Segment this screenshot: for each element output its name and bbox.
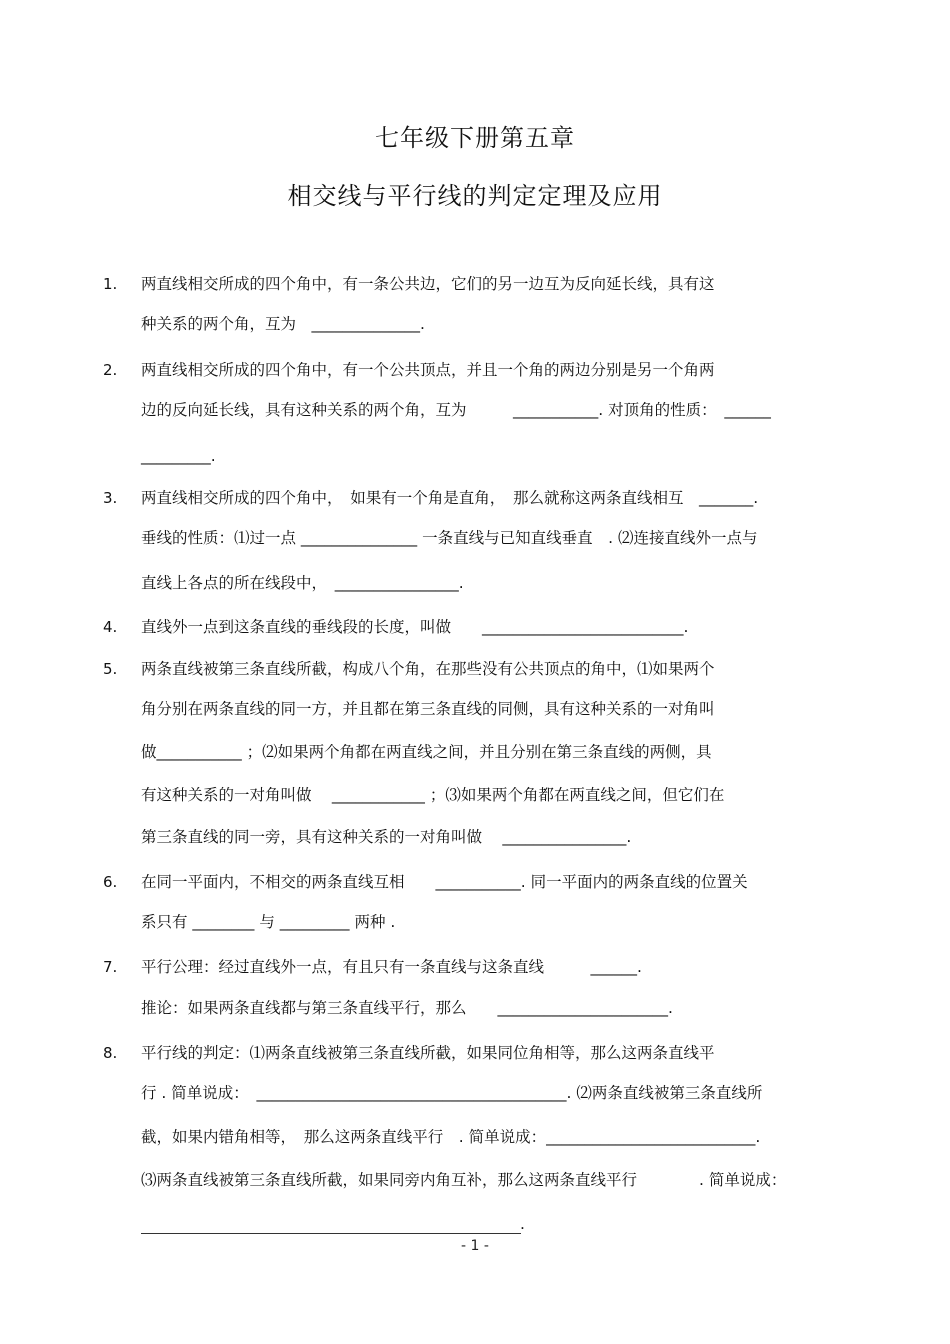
question-6-line-1: 在同一平面内，不相交的两条直线互相 ___________. 同一平面内的两条直线的位置关	[141, 873, 748, 891]
question-3-line-1: 两直线相交所成的四个角中， 如果有一个角是直角， 那么就称这两条直线相互 _______.	[141, 489, 759, 507]
question-number-6: 6.	[103, 873, 118, 891]
question-number-1: 1.	[103, 275, 118, 293]
question-2-line-1: 两直线相交所成的四个角中，有一个公共顶点，并且一个角的两边分别是另一个角两	[141, 361, 715, 379]
question-8-line-2: 行 . 简单说成： ________________________________________. ⑵两条直线被第三条直线所	[141, 1084, 763, 1102]
question-8-line-5: .	[520, 1215, 525, 1233]
section-title: 相交线与平行线的判定定理及应用	[287, 182, 663, 210]
question-number-4: 4.	[103, 618, 118, 636]
question-number-2: 2.	[103, 361, 118, 379]
question-7-line-2: 推论：如果两条直线都与第三条直线平行，那么 ______________________.	[141, 999, 673, 1017]
question-2-line-3: _________.	[141, 447, 216, 465]
question-8-line-3: 截，如果内错角相等， 那么这两条直线平行 . 简单说成：___________________________.	[141, 1128, 761, 1146]
answer-blank-rule	[141, 1233, 521, 1234]
question-number-7: 7.	[103, 958, 118, 976]
question-1-line-1: 两直线相交所成的四个角中，有一条公共边，它们的另一边互为反向延长线，具有这	[141, 275, 715, 293]
question-8-line-1: 平行线的判定：⑴两条直线被第三条直线所截，如果同位角相等，那么这两条直线平	[141, 1044, 715, 1062]
question-2-line-2: 边的反向延长线，具有这种关系的两个角，互为 ___________. 对顶角的性质： ______	[141, 401, 771, 419]
question-3-line-3: 直线上各点的所在线段中， ________________.	[141, 574, 464, 592]
question-5-line-3: 做___________ ；⑵如果两个角都在两直线之间，并且分别在第三条直线的两侧，具	[141, 743, 712, 761]
question-3-line-2: 垂线的性质：⑴过一点 _______________ 一条直线与已知直线垂直 . ⑵连接直线外一点与	[141, 529, 758, 547]
question-5-line-5: 第三条直线的同一旁，具有这种关系的一对角叫做 ________________.	[141, 828, 632, 846]
question-5-line-4: 有这种关系的一对角叫做 ____________ ；⑶如果两个角都在两直线之间，但它们在	[141, 786, 725, 804]
question-4-line-1: 直线外一点到这条直线的垂线段的长度，叫做 __________________________.	[141, 618, 689, 636]
chapter-title: 七年级下册第五章	[375, 124, 575, 152]
question-number-3: 3.	[103, 489, 118, 507]
question-number-8: 8.	[103, 1044, 118, 1062]
question-number-5: 5.	[103, 660, 118, 678]
question-7-line-1: 平行公理：经过直线外一点，有且只有一条直线与这条直线 ______.	[141, 958, 642, 976]
question-6-line-2: 系只有 ________ 与 _________ 两种 .	[141, 913, 396, 931]
question-5-line-1: 两条直线被第三条直线所截，构成八个角，在那些没有公共顶点的角中，⑴如果两个	[141, 660, 715, 678]
question-8-line-4: ⑶两条直线被第三条直线所截，如果同旁内角互补，那么这两条直线平行 . 简单说成：	[141, 1171, 787, 1189]
question-5-line-2: 角分别在两条直线的同一方，并且都在第三条直线的同侧，具有这种关系的一对角叫	[141, 700, 715, 718]
page-number: - 1 -	[461, 1238, 489, 1254]
question-1-line-2: 种关系的两个角，互为 ______________.	[141, 315, 425, 333]
